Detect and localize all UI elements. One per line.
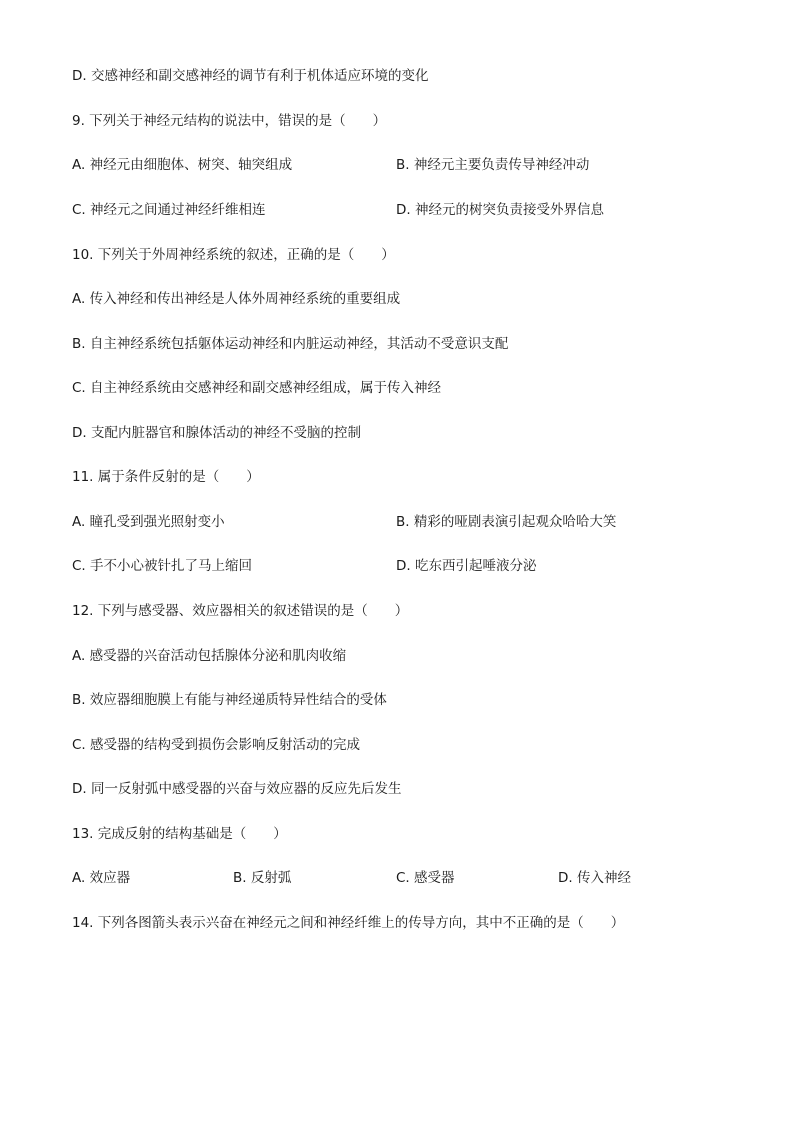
q9-options-row-1 (72, 156, 722, 174)
q9-stem: 9. 下列关于神经元结构的说法中，错误的是（ ） (72, 113, 387, 129)
q10-option-b[interactable]: B. 自主神经系统包括躯体运动神经和内脏运动神经，其活动不受意识支配 (72, 336, 509, 352)
q9-option-d[interactable]: D. 神经元的树突负责接受外界信息 (396, 202, 604, 218)
q11-options-row-1 (72, 513, 722, 531)
q13-options-row (72, 869, 722, 887)
q9-option-a[interactable]: A. 神经元由细胞体、树突、轴突组成 (72, 157, 293, 173)
q13-option-b[interactable]: B. 反射弧 (233, 870, 292, 886)
q10-option-d[interactable]: D. 支配内脏器官和腺体活动的神经不受脑的控制 (72, 425, 361, 441)
q11-options-row-2 (72, 557, 722, 575)
q11-option-c[interactable]: C. 手不小心被针扎了马上缩回 (72, 558, 253, 574)
q13-stem: 13. 完成反射的结构基础是（ ） (72, 826, 287, 842)
q13-option-d[interactable]: D. 传入神经 (558, 870, 631, 886)
q8-option-d: D. 交感神经和副交感神经的调节有利于机体适应环境的变化 (72, 68, 429, 84)
q11-option-b[interactable]: B. 精彩的哑剧表演引起观众哈哈大笑 (396, 514, 617, 530)
q14-stem: 14. 下列各图箭头表示兴奋在神经元之间和神经纤维上的传导方向，其中不正确的是（ ） (72, 915, 625, 931)
q9-option-c[interactable]: C. 神经元之间通过神经纤维相连 (72, 202, 266, 218)
q12-option-b[interactable]: B. 效应器细胞膜上有能与神经递质特异性结合的受体 (72, 692, 387, 708)
q10-option-c[interactable]: C. 自主神经系统由交感神经和副交感神经组成，属于传入神经 (72, 380, 442, 396)
q13-option-a[interactable]: A. 效应器 (72, 870, 131, 886)
q12-stem: 12. 下列与感受器、效应器相关的叙述错误的是（ ） (72, 603, 409, 619)
q11-option-a[interactable]: A. 瞳孔受到强光照射变小 (72, 514, 225, 530)
q12-option-d[interactable]: D. 同一反射弧中感受器的兴奋与效应器的反应先后发生 (72, 781, 402, 797)
q12-option-a[interactable]: A. 感受器的兴奋活动包括腺体分泌和肌肉收缩 (72, 648, 347, 664)
q12-option-c[interactable]: C. 感受器的结构受到损伤会影响反射活动的完成 (72, 737, 361, 753)
q11-stem: 11. 属于条件反射的是（ ） (72, 469, 260, 485)
q13-option-c[interactable]: C. 感受器 (396, 870, 455, 886)
q10-option-a[interactable]: A. 传入神经和传出神经是人体外周神经系统的重要组成 (72, 291, 401, 307)
q9-option-b[interactable]: B. 神经元主要负责传导神经冲动 (396, 157, 590, 173)
q9-options-row-2 (72, 201, 722, 219)
q11-option-d[interactable]: D. 吃东西引起唾液分泌 (396, 558, 537, 574)
q10-stem: 10. 下列关于外周神经系统的叙述，正确的是（ ） (72, 247, 395, 263)
